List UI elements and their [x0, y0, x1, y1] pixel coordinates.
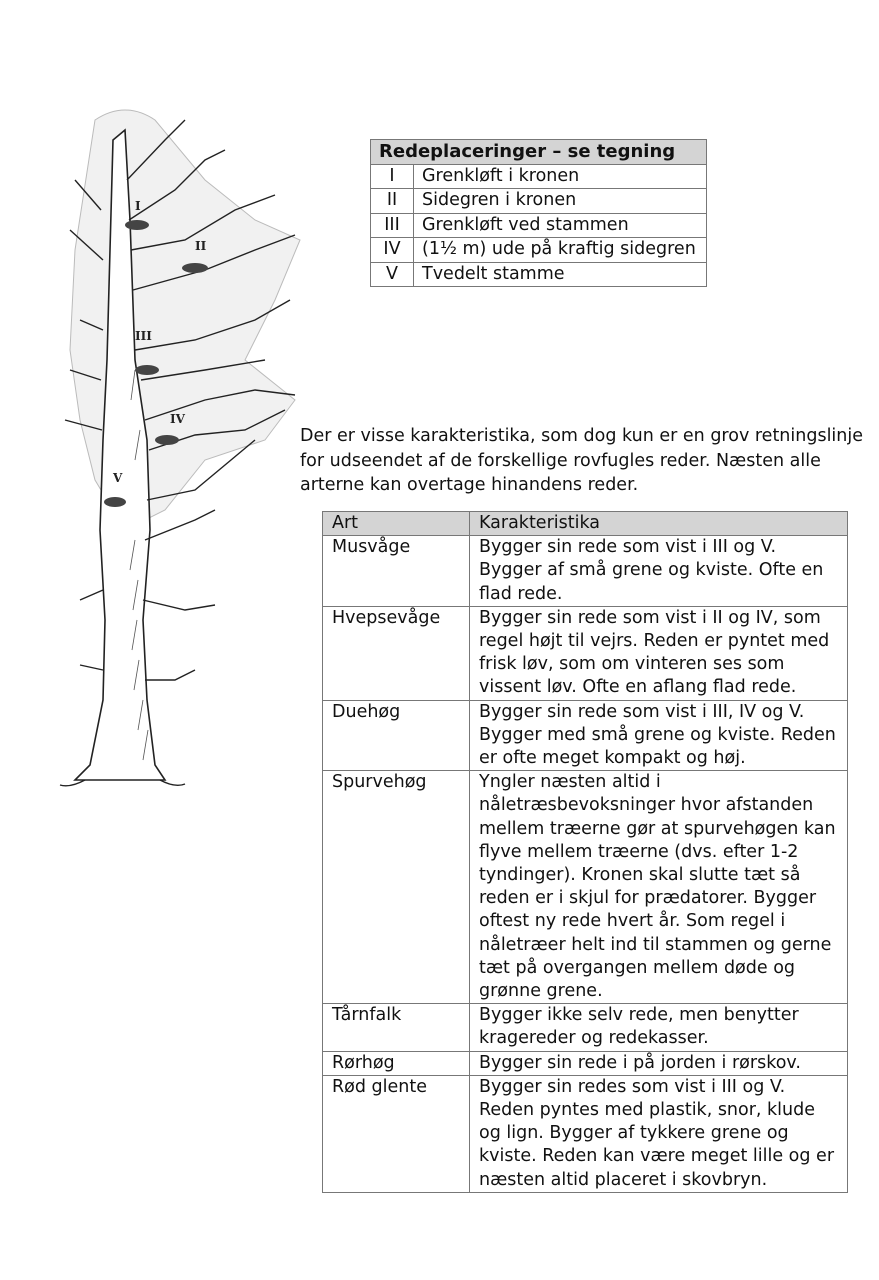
species-name: Rød glente: [323, 1075, 470, 1192]
species-name: Rørhøg: [323, 1051, 470, 1075]
table-row: [323, 606, 848, 700]
placement-num: III: [371, 213, 414, 238]
species-name: Tårnfalk: [323, 1004, 470, 1051]
species-name: Spurvehøg: [323, 771, 470, 1004]
table-row: [323, 1051, 848, 1075]
table-row: [323, 536, 848, 607]
placement-num: I: [371, 164, 414, 189]
placement-desc: Grenkløft i kronen: [414, 164, 707, 189]
species-info: Yngler næsten altid i nåletræsbevoksninger hvor afstanden mellem træerne gør at spurvehøgen kan flyve mellem træerne (dvs. efter 1-2 tyndinger). Kronen skal slutte tæt så reden er i skjul for prædatorer. Bygger oftest ny rede hvert år. Som regel i nåletræer helt ind til stammen og gerne tæt på overgangen mellem døde og grønne grene.: [470, 771, 848, 1004]
table-row: [323, 1075, 848, 1192]
placement-desc: Tvedelt stamme: [414, 262, 707, 287]
species-table: [322, 511, 848, 1193]
species-name: Musvåge: [323, 536, 470, 607]
species-info: Bygger sin rede som vist i III og V. Bygger af små grene og kviste. Ofte en flad rede.: [470, 536, 848, 607]
table-row: [371, 189, 707, 214]
nest-placement-table: [370, 139, 707, 287]
tree-illustration: [55, 100, 310, 790]
placement-desc: Grenkløft ved stammen: [414, 213, 707, 238]
table-row: [323, 771, 848, 1004]
placement-num: IV: [371, 238, 414, 263]
table-row: [371, 262, 707, 287]
tree-label-iv: IV: [170, 412, 185, 426]
species-info: Bygger sin rede som vist i II og IV, som regel højt til vejrs. Reden er pyntet med frisk løv, som om vinteren ses som vissent løv. Ofte en aflang flad rede.: [470, 606, 848, 700]
species-info: Bygger ikke selv rede, men benytter kragereder og redekasser.: [470, 1004, 848, 1051]
placement-table-title: Redeplaceringer – se tegning: [371, 140, 707, 165]
placement-desc: (1½ m) ude på kraftig sidegren: [414, 238, 707, 263]
species-name: Hvepsevåge: [323, 606, 470, 700]
species-info: Bygger sin redes som vist i III og V. Reden pyntes med plastik, snor, klude og lign. Bygger af tykkere grene og kviste. Reden kan være meget lille og er næsten altid placeret i skovbryn.: [470, 1075, 848, 1192]
tree-label-ii: II: [195, 239, 207, 253]
tree-label-i: I: [135, 199, 141, 213]
table-row: [371, 164, 707, 189]
placement-table-header: [371, 140, 707, 165]
species-table-header: [323, 512, 848, 536]
tree-label-v: V: [113, 471, 123, 485]
column-header-art: Art: [323, 512, 470, 536]
table-row: [323, 700, 848, 771]
column-header-karakteristika: Karakteristika: [470, 512, 848, 536]
species-info: Bygger sin rede som vist i III, IV og V. Bygger med små grene og kviste. Reden er ofte meget kompakt og høj.: [470, 700, 848, 771]
table-row: [371, 213, 707, 238]
species-info: Bygger sin rede i på jorden i rørskov.: [470, 1051, 848, 1075]
intro-paragraph: Der er visse karakteristika, som dog kun er en grov retningslinje for udseendet af de forskellige rovfugles reder. Næsten alle arterne kan overtage hinandens reder.: [300, 426, 864, 495]
placement-num: II: [371, 189, 414, 214]
table-row: [371, 238, 707, 263]
tree-label-iii: III: [135, 329, 152, 343]
placement-desc: Sidegren i kronen: [414, 189, 707, 214]
table-row: [323, 1004, 848, 1051]
tree-roots: [60, 780, 185, 786]
species-name: Duehøg: [323, 700, 470, 771]
placement-num: V: [371, 262, 414, 287]
